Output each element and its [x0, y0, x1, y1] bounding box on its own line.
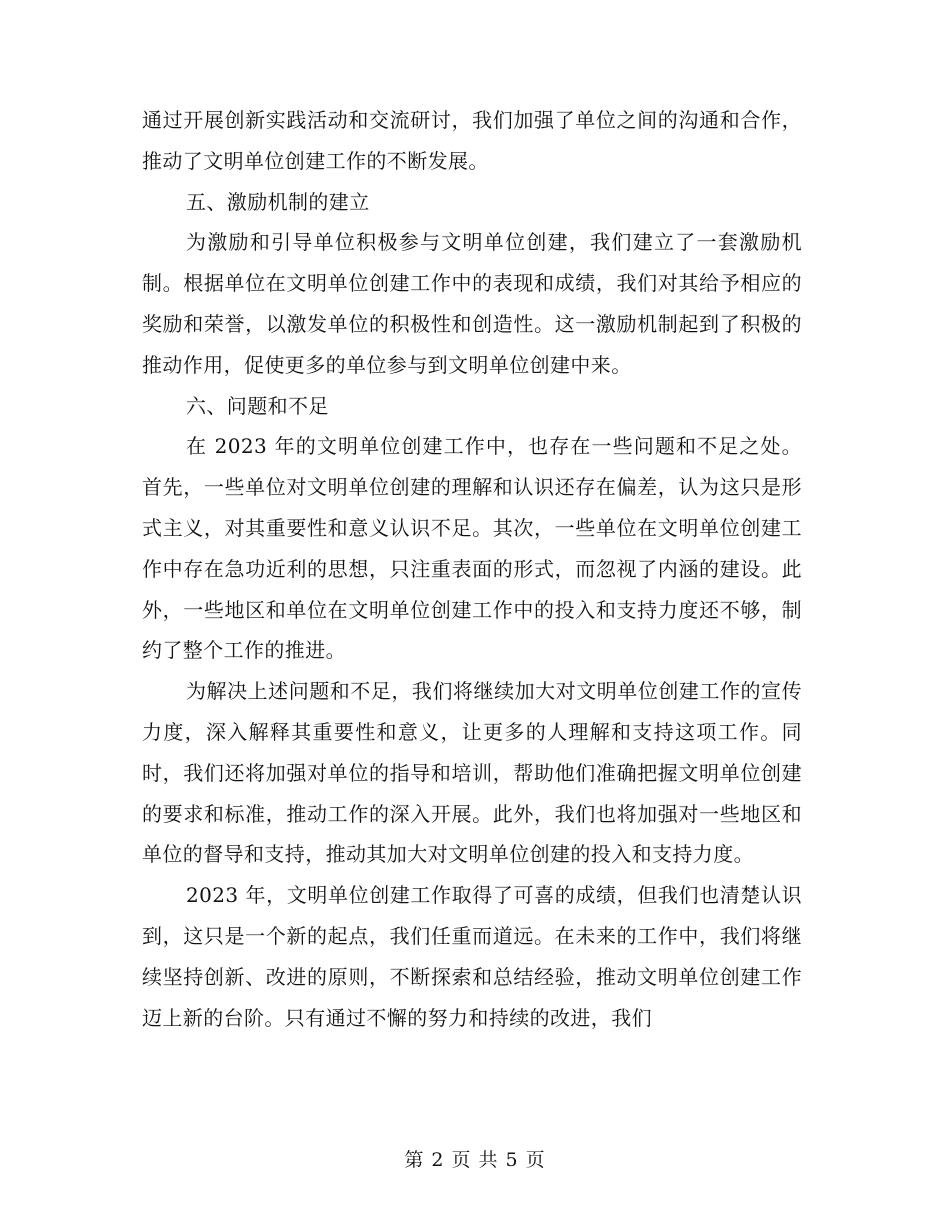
section-heading-6: 六、问题和不足 — [186, 393, 329, 418]
paragraph-1: 通过开展创新实践活动和交流研讨，我们加强了单位之间的沟通和合作，推动了文明单位创建工作的不断发展。 — [142, 108, 802, 173]
paragraph-6: 为解决上述问题和不足，我们将继续加大对文明单位创建工作的宣传力度，深入解释其重要性和意义，让更多的人理解和支持这项工作。同时，我们还将加强对单位的指导和培训，帮助他们准确把握文明单位创建的要求和标准，推动工作的深入开展。此外，我们也将加强对一些地区和单位的督导和支持，推动其加大对文明单位创建的投入和支持力度。 — [142, 679, 802, 867]
paragraph-5: 在 2023 年的文明单位创建工作中，也存在一些问题和不足之处。首先，一些单位对文明单位创建的理解和认识还存在偏差，认为这只是形式主义，对其重要性和意义认识不足。其次，一些单位在文明单位创建工作中存在急功近利的思想，只注重表面的形式，而忽视了内涵的建设。此外，一些地区和单位在文明单位创建工作中的投入和支持力度还不够，制约了整个工作的推进。 — [142, 434, 802, 663]
paragraph-7: 2023 年，文明单位创建工作取得了可喜的成绩，但我们也清楚认识到，这只是一个新的起点，我们任重而道远。在未来的工作中，我们将继续坚持创新、改进的原则，不断探索和总结经验，推动文明单位创建工作迈上新的台阶。只有通过不懈的努力和持续的改进，我们 — [142, 883, 802, 1030]
page-number-footer: 第 2 页 共 5 页 — [404, 1149, 546, 1171]
section-heading-5: 五、激励机制的建立 — [186, 189, 370, 214]
paragraph-3: 为激励和引导单位积极参与文明单位创建，我们建立了一套激励机制。根据单位在文明单位创建工作中的表现和成绩，我们对其给予相应的奖励和荣誉，以激发单位的积极性和创造性。这一激励机制起到了积极的推动作用，促使更多的单位参与到文明单位创建中来。 — [142, 230, 802, 377]
document-body — [142, 100, 802, 1038]
